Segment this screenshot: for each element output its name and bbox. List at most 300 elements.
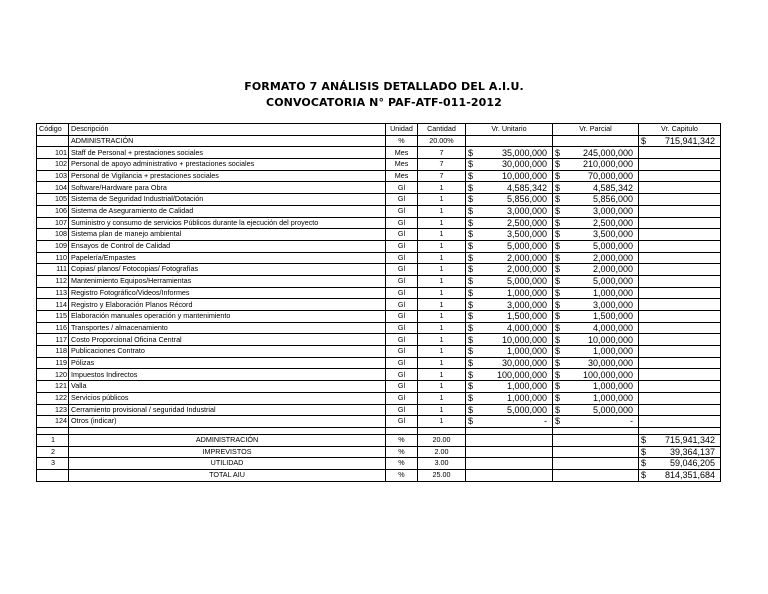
currency-sign: $ [468, 159, 474, 170]
currency-sign: $ [468, 404, 474, 415]
summary-unit: % [386, 458, 418, 470]
item-quantity: 1 [418, 182, 466, 194]
item-description: Mantenimiento Equipos/Herramientas [69, 275, 386, 287]
item-code: 116 [37, 322, 69, 334]
item-partial [553, 182, 639, 194]
item-unit-price [466, 369, 553, 381]
document-subtitle: CONVOCATORIA N° PAF-ATF-011-2012 [266, 96, 502, 109]
currency-sign: $ [641, 135, 647, 146]
item-quantity: 1 [418, 264, 466, 276]
item-unit-price [466, 205, 553, 217]
item-partial-value: 2,000,000 [592, 264, 633, 275]
table-row [37, 264, 721, 276]
item-partial-value: 3,000,000 [592, 299, 633, 310]
table-row [37, 147, 721, 159]
item-partial [553, 205, 639, 217]
item-unit-price [466, 311, 553, 323]
section-description: ADMINISTRACIÓN [69, 135, 386, 147]
header-row [37, 124, 721, 136]
item-code: 112 [37, 275, 69, 287]
item-code: 109 [37, 240, 69, 252]
table-row [37, 194, 721, 206]
item-quantity: 7 [418, 159, 466, 171]
header-partial: Vr. Parcial [553, 124, 639, 136]
item-unit-price [466, 194, 553, 206]
item-unit-price-value: 3,000,000 [506, 206, 547, 217]
item-partial-value: 5,000,000 [592, 241, 633, 252]
item-code: 110 [37, 252, 69, 264]
currency-sign: $ [641, 446, 647, 457]
item-partial-value: 3,500,000 [592, 229, 633, 240]
currency-sign: $ [468, 381, 474, 392]
item-code: 106 [37, 205, 69, 217]
item-unit: Gl [386, 346, 418, 358]
item-description: Registro Fotográfico/Videos/Informes [69, 287, 386, 299]
table-row [37, 229, 721, 241]
item-partial-value: 4,000,000 [592, 322, 633, 333]
item-code: 118 [37, 346, 69, 358]
table-row [37, 275, 721, 287]
currency-sign: $ [468, 194, 474, 205]
item-unit-price [466, 346, 553, 358]
item-unit-price [466, 252, 553, 264]
currency-sign: $ [555, 404, 561, 415]
item-partial [553, 287, 639, 299]
item-quantity: 1 [418, 369, 466, 381]
item-code: 101 [37, 147, 69, 159]
item-partial-value: 70,000,000 [587, 170, 633, 181]
item-partial-value: 1,000,000 [592, 287, 633, 298]
currency-sign: $ [555, 369, 561, 380]
currency-sign: $ [641, 458, 647, 469]
header-unit: Unidad [386, 124, 418, 136]
item-partial [553, 357, 639, 369]
table-row [37, 404, 721, 416]
item-partial [553, 369, 639, 381]
item-partial [553, 170, 639, 182]
item-unit-price-value: 5,000,000 [506, 404, 547, 415]
item-unit-price [466, 334, 553, 346]
item-unit: Gl [386, 404, 418, 416]
table-row [37, 252, 721, 264]
item-unit-price-value: 3,500,000 [506, 229, 547, 240]
item-unit-price-value: 4,000,000 [506, 322, 547, 333]
item-code: 113 [37, 287, 69, 299]
table-row [37, 334, 721, 346]
item-partial-value: 245,000,000 [582, 147, 633, 158]
currency-sign: $ [468, 264, 474, 275]
item-unit-price-value: 10,000,000 [501, 170, 547, 181]
item-unit: Gl [386, 287, 418, 299]
item-unit-price [466, 299, 553, 311]
summary-chapter [639, 469, 721, 481]
item-partial [553, 240, 639, 252]
item-quantity: 1 [418, 404, 466, 416]
item-unit-price-value: 2,000,000 [506, 264, 547, 275]
currency-sign: $ [555, 252, 561, 263]
item-unit-price [466, 264, 553, 276]
table-row [37, 322, 721, 334]
item-partial-value: 10,000,000 [587, 334, 633, 345]
currency-sign: $ [555, 147, 561, 158]
currency-sign: $ [555, 346, 561, 357]
item-unit-price [466, 404, 553, 416]
item-partial [553, 229, 639, 241]
item-partial-value: 100,000,000 [582, 369, 633, 380]
currency-sign: $ [468, 393, 474, 404]
item-quantity: 1 [418, 275, 466, 287]
item-partial [553, 334, 639, 346]
item-unit-price [466, 287, 553, 299]
summary-chapter [639, 446, 721, 458]
item-quantity: 1 [418, 322, 466, 334]
currency-sign: $ [555, 241, 561, 252]
summary-code: 2 [37, 446, 69, 458]
item-description: Pólizas [69, 357, 386, 369]
item-unit-price-value: 35,000,000 [501, 147, 547, 158]
section-unit: % [386, 135, 418, 147]
item-description: Papelería/Empastes [69, 252, 386, 264]
currency-sign: $ [468, 416, 474, 427]
table-row [37, 205, 721, 217]
currency-sign: $ [468, 311, 474, 322]
item-unit: Gl [386, 299, 418, 311]
item-unit: Gl [386, 194, 418, 206]
item-unit-price [466, 275, 553, 287]
currency-sign: $ [555, 194, 561, 205]
item-partial-value: 1,000,000 [592, 346, 633, 357]
item-code: 108 [37, 229, 69, 241]
item-description: Personal de apoyo administrativo + prestaciones sociales [69, 159, 386, 171]
item-quantity: 1 [418, 287, 466, 299]
summary-code: 3 [37, 458, 69, 470]
item-partial [553, 252, 639, 264]
aiu-table [36, 123, 721, 482]
item-unit-price-value: 1,000,000 [506, 381, 547, 392]
item-code: 117 [37, 334, 69, 346]
summary-quantity: 20.00 [418, 434, 466, 446]
item-unit-price [466, 217, 553, 229]
item-description: Costo Proporcional Oficina Central [69, 334, 386, 346]
item-unit-price [466, 322, 553, 334]
summary-chapter-value: 39,364,137 [669, 446, 715, 457]
currency-sign: $ [555, 159, 561, 170]
item-partial-value: 210,000,000 [582, 159, 633, 170]
currency-sign: $ [641, 470, 647, 481]
item-description: Personal de Vigilancia + prestaciones sociales [69, 170, 386, 182]
item-unit-price [466, 159, 553, 171]
currency-sign: $ [555, 416, 561, 427]
item-description: Servicios públicos [69, 392, 386, 404]
item-unit-price-value: 1,000,000 [506, 287, 547, 298]
item-unit-price [466, 229, 553, 241]
item-unit-price-value: 3,000,000 [506, 299, 547, 310]
summary-quantity: 2.00 [418, 446, 466, 458]
item-unit: Gl [386, 416, 418, 428]
currency-sign: $ [468, 276, 474, 287]
currency-sign: $ [468, 206, 474, 217]
item-unit-price-value: 1,000,000 [506, 393, 547, 404]
summary-unit: % [386, 446, 418, 458]
summary-description: IMPREVISTOS [69, 446, 386, 458]
table-row [37, 217, 721, 229]
currency-sign: $ [555, 334, 561, 345]
item-unit: Gl [386, 392, 418, 404]
item-partial-value: - [630, 416, 633, 427]
item-description: Cerramiento provisional / seguridad Industrial [69, 404, 386, 416]
item-description: Copias/ planos/ Fotocopias/ Fotografías [69, 264, 386, 276]
currency-sign: $ [555, 287, 561, 298]
item-description: Software/Hardware para Obra [69, 182, 386, 194]
item-partial [553, 416, 639, 428]
summary-chapter-value: 814,351,684 [664, 470, 715, 481]
summary-description: ADMINISTRACIÓN [69, 434, 386, 446]
table-row [37, 287, 721, 299]
item-unit-price-value: 4,585,342 [506, 182, 547, 193]
item-description: Otros (indicar) [69, 416, 386, 428]
currency-sign: $ [468, 299, 474, 310]
item-partial-value: 2,000,000 [592, 252, 633, 263]
table-row [37, 299, 721, 311]
spacer-row [37, 427, 721, 434]
item-unit: Gl [386, 275, 418, 287]
section-quantity: 20.00% [418, 135, 466, 147]
item-code: 121 [37, 381, 69, 393]
header-chapter: Vr. Capitulo [639, 124, 721, 136]
item-quantity: 1 [418, 205, 466, 217]
currency-sign: $ [468, 241, 474, 252]
item-unit-price [466, 147, 553, 159]
item-unit-price-value: - [544, 416, 547, 427]
item-code: 122 [37, 392, 69, 404]
item-partial [553, 217, 639, 229]
item-unit-price [466, 416, 553, 428]
summary-code [37, 469, 69, 481]
table-row [37, 392, 721, 404]
item-partial [553, 311, 639, 323]
summary-row [37, 446, 721, 458]
section-chapter-value: 715,941,342 [664, 135, 715, 146]
item-partial [553, 275, 639, 287]
item-quantity: 1 [418, 311, 466, 323]
currency-sign: $ [468, 229, 474, 240]
item-quantity: 1 [418, 334, 466, 346]
table-row [37, 346, 721, 358]
item-code: 120 [37, 369, 69, 381]
item-code: 107 [37, 217, 69, 229]
table-row [37, 369, 721, 381]
item-partial-value: 5,000,000 [592, 404, 633, 415]
section-row [37, 135, 721, 147]
currency-sign: $ [468, 287, 474, 298]
table-row [37, 381, 721, 393]
currency-sign: $ [555, 217, 561, 228]
currency-sign: $ [468, 357, 474, 368]
currency-sign: $ [468, 369, 474, 380]
item-quantity: 1 [418, 229, 466, 241]
item-unit-price-value: 5,000,000 [506, 276, 547, 287]
item-code: 103 [37, 170, 69, 182]
item-unit: Gl [386, 381, 418, 393]
item-quantity: 1 [418, 346, 466, 358]
currency-sign: $ [468, 170, 474, 181]
summary-quantity: 3.00 [418, 458, 466, 470]
summary-row [37, 434, 721, 446]
summary-chapter [639, 434, 721, 446]
item-unit-price-value: 1,000,000 [506, 346, 547, 357]
item-unit: Gl [386, 252, 418, 264]
item-partial-value: 1,000,000 [592, 381, 633, 392]
currency-sign: $ [468, 182, 474, 193]
item-description: Elaboración manuales operación y mantenimiento [69, 311, 386, 323]
item-partial-value: 30,000,000 [587, 357, 633, 368]
item-unit: Gl [386, 369, 418, 381]
item-partial-value: 1,000,000 [592, 393, 633, 404]
item-partial-value: 5,856,000 [592, 194, 633, 205]
item-description: Ensayos de Control de Calidad [69, 240, 386, 252]
summary-unit: % [386, 434, 418, 446]
item-partial [553, 346, 639, 358]
item-quantity: 7 [418, 147, 466, 159]
item-unit-price-value: 5,000,000 [506, 241, 547, 252]
item-code: 104 [37, 182, 69, 194]
currency-sign: $ [555, 229, 561, 240]
item-quantity: 1 [418, 357, 466, 369]
item-unit: Gl [386, 217, 418, 229]
item-unit-price-value: 30,000,000 [501, 159, 547, 170]
currency-sign: $ [468, 217, 474, 228]
currency-sign: $ [555, 381, 561, 392]
item-partial [553, 404, 639, 416]
item-quantity: 1 [418, 194, 466, 206]
item-partial-value: 3,000,000 [592, 206, 633, 217]
item-unit-price [466, 381, 553, 393]
item-description: Valla [69, 381, 386, 393]
item-quantity: 1 [418, 416, 466, 428]
item-unit-price-value: 1,500,000 [506, 311, 547, 322]
currency-sign: $ [468, 322, 474, 333]
header-description: Descripción [69, 124, 386, 136]
item-quantity: 1 [418, 392, 466, 404]
item-description: Sistema de Aseguramiento de Calidad [69, 205, 386, 217]
item-description: Suministro y consumo de servicios Públicos durante la ejecución del proyecto [69, 217, 386, 229]
item-unit: Gl [386, 240, 418, 252]
item-unit-price-value: 2,000,000 [506, 252, 547, 263]
summary-description: UTILIDAD [69, 458, 386, 470]
item-partial [553, 322, 639, 334]
currency-sign: $ [468, 147, 474, 158]
item-code: 115 [37, 311, 69, 323]
item-description: Registro y Elaboración Planos Récord [69, 299, 386, 311]
table-row [37, 159, 721, 171]
item-code: 102 [37, 159, 69, 171]
item-code: 124 [37, 416, 69, 428]
summary-chapter-value: 715,941,342 [664, 435, 715, 446]
item-unit-price [466, 392, 553, 404]
summary-chapter-value: 59,046,205 [669, 458, 715, 469]
table-row [37, 357, 721, 369]
item-unit-price [466, 357, 553, 369]
item-partial [553, 381, 639, 393]
item-unit-price-value: 30,000,000 [501, 357, 547, 368]
item-unit-price-value: 2,500,000 [506, 217, 547, 228]
table-row [37, 182, 721, 194]
summary-description: TOTAL AIU [69, 469, 386, 481]
item-code: 114 [37, 299, 69, 311]
currency-sign: $ [641, 435, 647, 446]
item-partial-value: 2,500,000 [592, 217, 633, 228]
item-partial [553, 392, 639, 404]
header-code: Código [37, 124, 69, 136]
summary-chapter [639, 458, 721, 470]
item-unit: Gl [386, 205, 418, 217]
table-row [37, 170, 721, 182]
item-code: 123 [37, 404, 69, 416]
item-unit: Mes [386, 170, 418, 182]
item-partial [553, 299, 639, 311]
currency-sign: $ [555, 393, 561, 404]
item-quantity: 1 [418, 381, 466, 393]
item-description: Sistema plan de manejo ambiental [69, 229, 386, 241]
currency-sign: $ [555, 276, 561, 287]
item-quantity: 7 [418, 170, 466, 182]
item-unit-price [466, 182, 553, 194]
summary-unit: % [386, 469, 418, 481]
item-unit: Gl [386, 264, 418, 276]
item-description: Publicaciones Contrato [69, 346, 386, 358]
item-code: 105 [37, 194, 69, 206]
item-partial [553, 264, 639, 276]
item-unit: Gl [386, 334, 418, 346]
item-partial-value: 4,585,342 [592, 182, 633, 193]
currency-sign: $ [555, 357, 561, 368]
item-unit: Gl [386, 311, 418, 323]
currency-sign: $ [555, 182, 561, 193]
item-unit: Mes [386, 159, 418, 171]
item-unit-price-value: 10,000,000 [501, 334, 547, 345]
item-unit: Gl [386, 357, 418, 369]
item-description: Staff de Personal + prestaciones sociales [69, 147, 386, 159]
item-description: Transportes / almacenamiento [69, 322, 386, 334]
item-unit-price [466, 240, 553, 252]
item-description: Sistema de Seguridad Industrial/Dotación [69, 194, 386, 206]
item-unit-price-value: 100,000,000 [496, 369, 547, 380]
table-row [37, 240, 721, 252]
currency-sign: $ [555, 311, 561, 322]
item-quantity: 1 [418, 240, 466, 252]
item-unit: Gl [386, 229, 418, 241]
document-title: FORMATO 7 ANÁLISIS DETALLADO DEL A.I.U. [244, 80, 524, 93]
header-unit-price: Vr. Unitario [466, 124, 553, 136]
table-row [37, 311, 721, 323]
item-quantity: 1 [418, 252, 466, 264]
item-partial [553, 147, 639, 159]
item-unit: Gl [386, 322, 418, 334]
currency-sign: $ [555, 322, 561, 333]
currency-sign: $ [468, 334, 474, 345]
currency-sign: $ [555, 170, 561, 181]
item-quantity: 1 [418, 217, 466, 229]
summary-row [37, 458, 721, 470]
item-partial [553, 194, 639, 206]
item-partial-value: 5,000,000 [592, 276, 633, 287]
summary-code: 1 [37, 434, 69, 446]
item-code: 111 [37, 264, 69, 276]
item-quantity: 1 [418, 299, 466, 311]
currency-sign: $ [555, 264, 561, 275]
item-description: Impuestos Indirectos [69, 369, 386, 381]
item-partial [553, 159, 639, 171]
